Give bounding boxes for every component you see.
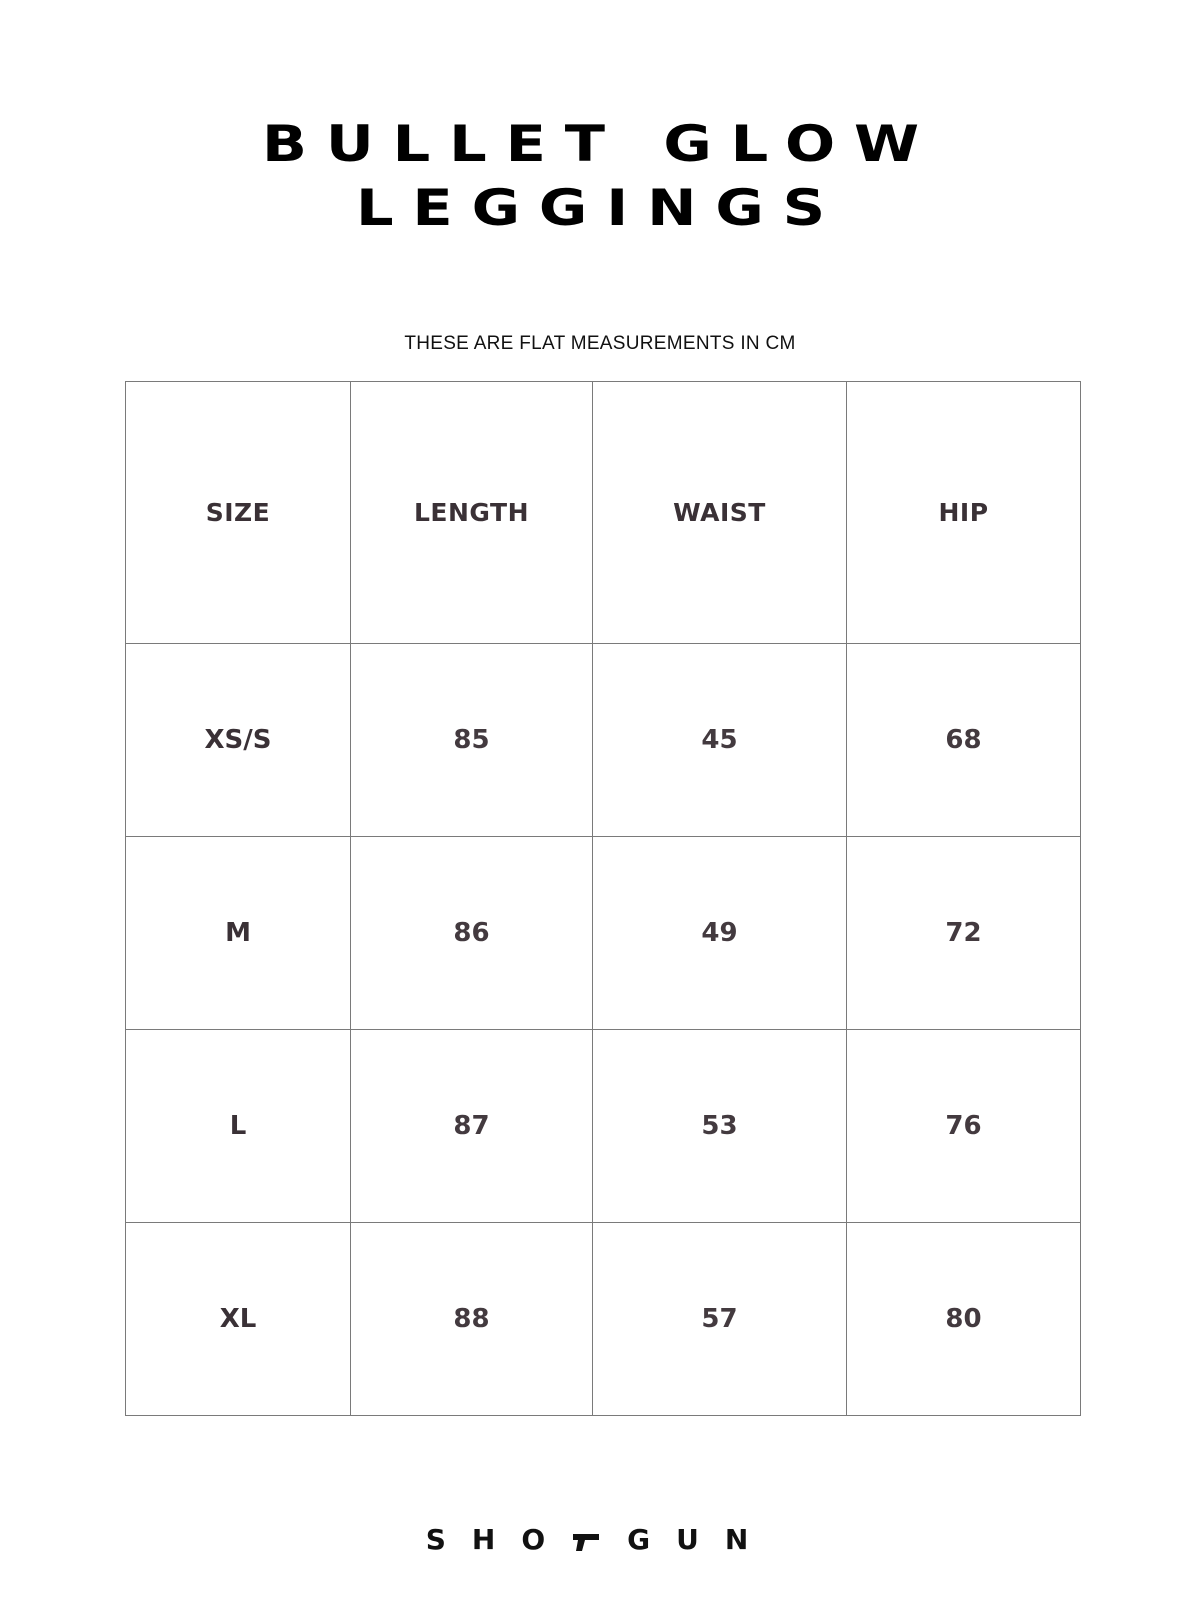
waist-cell: 53 (593, 1030, 847, 1223)
waist-cell: 45 (593, 644, 847, 837)
length-cell: 87 (351, 1030, 593, 1223)
waist-cell: 57 (593, 1223, 847, 1416)
hip-cell: 80 (847, 1223, 1081, 1416)
table-row (126, 644, 1081, 837)
size-cell: XL (126, 1223, 351, 1416)
size-cell: L (126, 1030, 351, 1223)
length-cell: 85 (351, 644, 593, 837)
length-cell: 88 (351, 1223, 593, 1416)
waist-cell: 49 (593, 837, 847, 1030)
measurement-note: THESE ARE FLAT MEASUREMENTS IN CM (404, 333, 796, 354)
brand-logo (0, 1523, 1200, 1556)
product-title-line-1: BULLET GLOW (262, 115, 938, 173)
table-row (126, 1030, 1081, 1223)
hip-cell: 68 (847, 644, 1081, 837)
table-row (126, 1223, 1081, 1416)
product-title-line-2: LEGGINGS (355, 179, 845, 237)
header-length: LENGTH (351, 382, 593, 644)
size-cell: XS/S (126, 644, 351, 837)
header-waist: WAIST (593, 382, 847, 644)
size-cell: M (126, 837, 351, 1030)
header-hip: HIP (847, 382, 1081, 644)
length-cell: 86 (351, 837, 593, 1030)
header-size: SIZE (126, 382, 351, 644)
brand-text-part1: SHO (425, 1523, 572, 1556)
table-row (126, 837, 1081, 1030)
brand-text-part2: GUN (627, 1523, 775, 1556)
hip-cell: 76 (847, 1030, 1081, 1223)
size-chart-table (125, 381, 1081, 1416)
table-header-row (126, 382, 1081, 644)
hip-cell: 72 (847, 837, 1081, 1030)
pistol-icon (571, 1527, 601, 1549)
